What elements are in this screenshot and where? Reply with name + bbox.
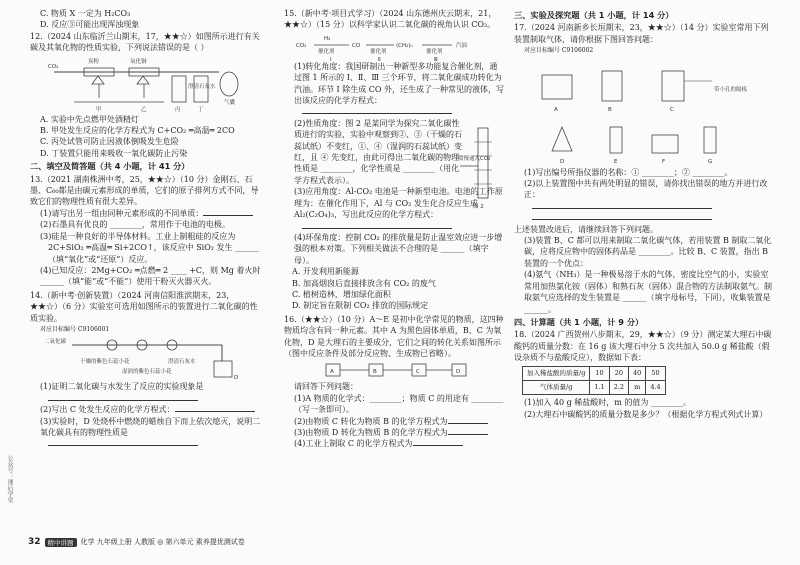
q12-label-limewater: 澄清石灰水 xyxy=(188,83,216,90)
q14-part-3: (3)实验时，D 处烧杯中燃烧的蜡烛自下而上依次熄灭，说明二氧化碳具有的物理性质是 xyxy=(40,416,261,437)
q16-relation-figure xyxy=(324,359,504,381)
q17-label-e: E xyxy=(614,158,618,165)
q15-fig2-caption: 图 2 xyxy=(473,203,484,210)
q14-apparatus-figure xyxy=(42,335,262,381)
q14-stem: 14.（新中考·创新装置）（2024 河南信阳淮滨期末，23，★★☆）（6 分）实验室可选用如图所示的装置进行二氧化碳的性质实验。 xyxy=(30,290,258,323)
q12-option-c: C. 丙处试管可防止因液体倒吸发生危险 xyxy=(40,137,179,147)
q15-option-c: C. 植树造林，增加绿化面积 xyxy=(292,289,391,299)
table-cell: 10 xyxy=(590,366,609,380)
q16-stem: 16.（★★☆）（10 分）A～E 是初中化学常见的物质，这四种物质均含有同一种元素。其中 A 为黑色固体单质，B、C 为氧化物，D 是大理石的主要成分，它们之间的转化关系如图所示（图中反应条件及部分反应物、生成物已省略）。 xyxy=(284,314,504,358)
q17-label-c: C xyxy=(670,106,674,113)
q16-part-1: (1)A 物质的化学式：________；物质 C 的用途有 ________（写一条即可）。 xyxy=(294,393,504,415)
q16-node-b: B xyxy=(373,369,377,376)
q12-label-cuo: 氧化铜 xyxy=(130,58,147,65)
q15-figure-2 xyxy=(458,122,504,212)
q17-stem: 17.（2024 河南新乡长垣期末，23，★★☆）（14 分）实验室常用下列装置制取气体，请你根据下图回答问题： xyxy=(514,23,769,44)
section-3-heading: 三、实验及探究题（共 1 小题，计 14 分） xyxy=(514,10,674,20)
q17-part-3: (3)装置 B、C 都可以用来制取二氧化碳气体，若用装置 B 制取二氧化碳，应将反应物中的固体药品是 ________。比较 B、C 装置，指出 B 装置的一个优点： xyxy=(524,236,772,268)
q14-label-wet-flower: 湿润的紫色石蕊小花 xyxy=(122,369,172,376)
q17-part-1: (1)写出编号所指仪器的名称：① ________；② ________。 xyxy=(524,167,733,177)
q15-part-3-blank xyxy=(284,221,504,232)
q15-part-3: (3)应用角度：Al-CO₂ 电池是一种新型电池。电池的工作原理为：在催化作用下，Al 与 CO₂ 发生化合反应生成 Al₂(C₂O₄)₃，写出此反应的化学方程式： xyxy=(294,187,503,220)
q12-label-carbon: 炭粉 xyxy=(88,58,100,65)
q12-label-airbag: 气囊 xyxy=(224,99,236,106)
q17-part-2-blank xyxy=(514,201,776,212)
q17-target-note: 对应目标编号 C9106002 xyxy=(524,47,594,55)
q17-label-b: B xyxy=(608,106,612,113)
q17-label-g: G xyxy=(708,158,713,165)
q12-apparatus-figure xyxy=(44,54,262,114)
q13-part-1: (1)请写出另一组由同种元素形成的不同单质： xyxy=(30,208,262,219)
q17-part-2b: 上述装置改进后，请继续回答下列问题。 xyxy=(514,224,658,234)
footer-badge: 精中讲题 xyxy=(45,538,77,547)
q14-label-dry-flower: 干燥的紫色石蕊小花 xyxy=(80,359,130,366)
q12-label-jia: 甲 xyxy=(96,106,102,113)
q15-fig1-step2: Ⅱ xyxy=(378,56,381,61)
section-2-heading: 二、填空及简答题（共 4 小题，计 41 分） xyxy=(30,161,190,172)
side-watermark: 公众号：课后学堂 xyxy=(6,455,13,503)
q16-node-c: C xyxy=(416,369,420,376)
q17-label-d: D xyxy=(560,158,565,165)
q12-label-co2: CO₂ xyxy=(48,63,59,70)
table-cell: 40 xyxy=(629,366,646,380)
q15-option-a: A. 开发利用新能源 xyxy=(292,267,359,277)
q18-part-2: (2)大理石中碳酸钙的质量分数是多少？（根据化学方程式列式计算） xyxy=(524,409,768,419)
page-number: 32 xyxy=(28,537,41,547)
q13-part-4: (4)已知反应：2Mg+CO₂ ═点燃═ 2 ____ +C，则 Mg 着火时 ______（填“能”或“不能”）使用干粉灭火器灭火。 xyxy=(40,265,261,287)
q15-stem: 15.（新中考·项目式学习）（2024 山东德州庆云期末，21，★★☆）（15 分）以科学家认识二氧化碳的视角认识 CO₂。 xyxy=(284,9,497,30)
q12-label-bing: 丙 xyxy=(175,106,181,113)
table-cell-label: 加入稀盐酸的质量/g xyxy=(523,366,590,380)
q13-part-2: (2)石墨具有优良的 ________，常用作干电池的电极。 xyxy=(40,220,230,230)
q15-fig1-step3: Ⅲ xyxy=(434,56,438,61)
q15-fig1-step1: Ⅰ xyxy=(330,56,332,61)
q14-part-1: (1)证明二氧化碳与水发生了反应的实验现象是 xyxy=(40,382,204,392)
page-footer xyxy=(28,536,245,548)
q15-fig1-ch2n: (CH₂)ₙ xyxy=(396,42,413,49)
q15-fig1-gasoline: 汽油 xyxy=(456,42,468,49)
q15-fig1-cat2: 催化剂 xyxy=(370,48,387,55)
q12-option-a: A. 实验中先点燃甲处酒精灯 xyxy=(40,114,139,124)
q14-part-2: (2)写出 C 处发生反应的化学方程式： xyxy=(30,404,262,415)
q16-part-4: (4)工业上制取 C 的化学方程式为 xyxy=(284,438,504,449)
q15-option-d: D. 制定旨在限制 CO₂ 排放的国际规定 xyxy=(292,301,429,311)
q11-option-d: D. 反应③可能出现浑浊现象 xyxy=(40,20,140,30)
table-cell: 1.1 xyxy=(590,380,609,394)
q16-part-3: (3)由物质 D 转化为物质 B 的化学方程式为 xyxy=(284,427,504,438)
q12-label-yi: 乙 xyxy=(141,106,147,113)
q17-apparatus-figure xyxy=(532,57,776,167)
table-cell: 2.2 xyxy=(609,380,628,394)
q17-label-a: A xyxy=(554,106,558,113)
q17-part-4: (4)氨气（NH₃）是一种极易溶于水的气体，密度比空气的小，实验室常用加热氯化铵（固体）和熟石灰（固体）混合物的方法制取氨气。制取氨气应选择的发生装置是 ______（填字母标号，下同），收集装置是 ______。 xyxy=(524,270,772,314)
q14-label-d: D xyxy=(234,375,239,382)
column-right xyxy=(514,8,776,420)
q15-fig1-co2: CO₂ xyxy=(296,42,307,49)
column-middle xyxy=(284,8,504,450)
q14-target-note: 对应目标编号 C9106001 xyxy=(40,325,110,333)
q14-label-limewater: 澄清石灰水 xyxy=(168,359,196,366)
footer-text: 化学 九年级上册 人教版 ◎ 第六单元 素养提优测试卷 xyxy=(80,538,245,546)
q12-label-ding: 丁 xyxy=(198,106,204,113)
q14-label-co2: 二氧化碳 xyxy=(44,339,67,346)
q18-part-1: (1)加入 40 g 稀盐酸时，m 的值为 ________。 xyxy=(524,398,691,408)
q17-part-2-blank-2 xyxy=(514,212,776,223)
q15-part-4: (4)环保角度：控制 CO₂ 的排放量是防止温室效应进一步增强的根本对策。下列相关做法不合理的是 ______（填字母）。 xyxy=(294,232,503,265)
table-row xyxy=(523,380,666,394)
table-cell: 4.4 xyxy=(646,380,665,394)
q14-part-3-blank xyxy=(30,438,262,449)
q17-part-2: (2)以上装置图中共有两处明显的错误，请你找出错误的地方并进行改正： xyxy=(524,179,768,200)
q18-stem: 18.（2024 广西贺州八步期末，29，★★☆）（9 分）测定某大理石中碳酸钙的质量分数：在 16 g 该大理石中分 5 次共加入 50.0 g 稀盐酸（假设杂质不与盐酸反应），数据如下表： xyxy=(514,330,772,363)
q15-fig1-cat3: 催化剂 xyxy=(426,48,443,55)
section-4-heading: 四、计算题（共 1 小题，计 9 分） xyxy=(514,316,644,327)
q15-part-2: (2)性质角度：图 2 是某同学为探究二氧化碳性质进行的实验，实验中观察到②、③（干燥的石蕊试纸）不变红，①、④（湿润的石蕊试纸）变红，且 ④ 先变红，由此可得出二氧化碳的物理性质是 ________，化学性质是 ________（用化学方程式表示）。 xyxy=(294,118,462,185)
q11-option-c: C. 物质 X 一定为 H₂CO₃ xyxy=(40,9,131,18)
q12-option-d: D. 丁装置只能用来吸收一氧化碳防止污染 xyxy=(40,148,188,158)
q15-fig1-h2: H₂ xyxy=(324,35,331,42)
q16-node-d: D xyxy=(456,369,461,376)
q16-prompt: 请回答下列问题： xyxy=(294,382,358,392)
table-row xyxy=(523,366,666,380)
svg-text:CO: CO xyxy=(352,42,361,49)
q15-fig2-inlet: 缓慢通入CO₂ xyxy=(458,155,491,162)
q14-part-1-blank xyxy=(30,393,262,404)
q17-label-f: F xyxy=(662,158,666,165)
q16-node-a: A xyxy=(330,369,334,376)
q13-stem: 13.（2021 湖南株洲中考，25，★★☆）（10 分）金刚石、石墨、C₆₀都是由碳元素形成的单质，它们的原子排列方式不同，导致它们的物理性质有很大差异。 xyxy=(30,174,259,207)
q17-label-partition: 带小孔的隔板 xyxy=(714,86,748,93)
q15-part-1: (1)转化角度：我国研制出一种新型多功能复合催化剂，通过图 1 所示的 Ⅰ、Ⅱ、Ⅲ 三个环节，将二氧化碳成功转化为汽油。环节 Ⅰ 除生成 CO 外，还生成了一种常见的液体，写出该反应的化学方程式： xyxy=(294,61,505,106)
q15-figure-1 xyxy=(294,31,504,61)
q12-stem: 12.（2024 山东临沂兰山期末，17，★★☆）如图所示进行有关碳及其氧化物的性质实验，下列说法错误的是（ ） xyxy=(30,31,260,53)
table-cell: 20 xyxy=(609,366,628,380)
q12-option-b: B. 甲处发生反应的化学方程式为 C+CO₂ ═高温═ 2CO xyxy=(40,126,235,136)
q13-part-3: (3)硅是一种良好的半导体材料。工业上制粗硅的反应为 xyxy=(40,231,236,241)
table-cell-label: 气体质量/g xyxy=(523,380,590,394)
q15-part-1-blank xyxy=(284,106,504,117)
q15-fig1-cat1: 催化剂 xyxy=(318,48,335,55)
table-cell: m xyxy=(629,380,646,394)
q18-data-table xyxy=(522,366,666,396)
column-left xyxy=(30,8,262,450)
q13-part-3b: 2C+SiO₂ ═高温═ Si+2CO↑，该反应中 SiO₂ 发生 ______（填“氧化”或“还原”）反应。 xyxy=(48,243,260,264)
table-cell: 50 xyxy=(646,366,665,380)
q16-part-2: (2)由物质 C 转化为物质 B 的化学方程式为 xyxy=(284,416,504,427)
q15-option-b: B. 加高烟囱后直接排放含有 CO₂ 的废气 xyxy=(292,278,436,288)
